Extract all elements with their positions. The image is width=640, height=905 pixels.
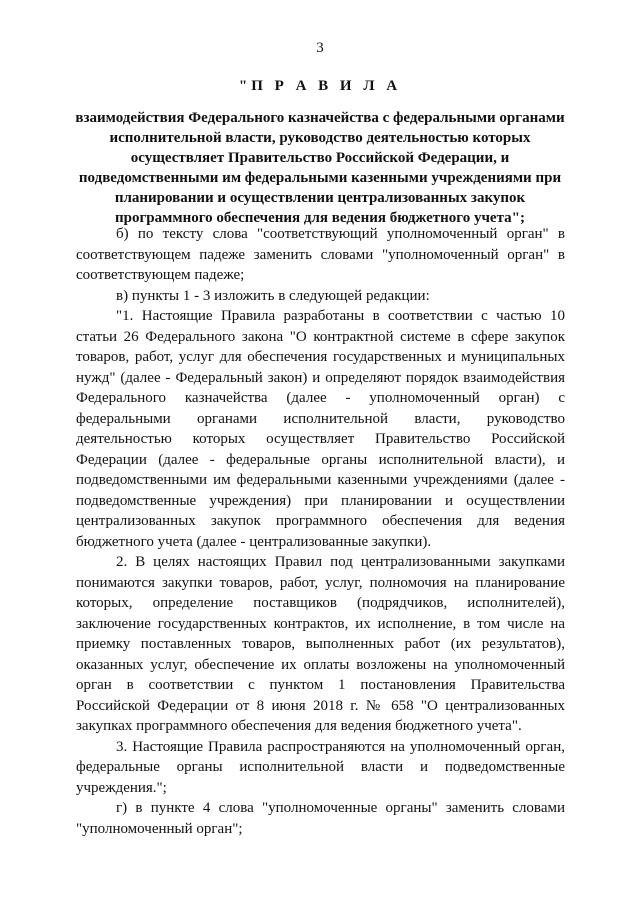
- paragraph-rule-3: 3. Настоящие Правила распространяются на уполномоченный орган, федеральные органы исполнительной власти и подведомственные учреждения.";: [76, 738, 565, 796]
- paragraph-g: г) в пункте 4 слова "уполномоченные органы" заменить словами "уполномоченный орган";: [76, 800, 565, 837]
- paragraph-rule-2: 2. В целях настоящих Правил под централизованными закупками понимаются закупки товаров, работ, услуг, полномочия на планирование которых, определение поставщиков (подрядчиков, исполнителей), заключение государственных контрактов, их исполнение, в том числе на приемку поставленных товаров, выполненных работ (их результатов), оказанных услуг, обеспечение их оплаты возложены на уполномоченный орган в соответствии с пунктом 1 постановления Правительства Российской Федерации от 8 июня 2018 г. № 658 "О централизованных закупках программного обеспечения для ведения бюджетного учета".: [76, 554, 565, 734]
- page-number: 3: [316, 40, 324, 56]
- heading-title: "П Р А В И Л А: [238, 78, 402, 94]
- rules-heading: [72, 76, 568, 228]
- heading-subtitle: взаимодействия Федерального казначейства с федеральными органами исполнительной власти, руководство деятельностью которых осуществляет Правительство Российской Федерации, и подведомственными им федеральными казенными учреждениями при планировании и осуществлении централизованных закупок программного обеспечения для ведения бюджетного учета";: [75, 110, 565, 226]
- document-body: [76, 224, 565, 839]
- paragraph-b: б) по тексту слова "соответствующий уполномоченный орган" в соответствующем падеже заменить словами "уполномоченный орган" в соответствующем падеже;: [76, 226, 565, 283]
- paragraph-rule-1: "1. Настоящие Правила разработаны в соответствии с частью 10 статьи 26 Федерального закона "О контрактной системе в сфере закупок товаров, работ, услуг для обеспечения государственных и муниципальных нужд" (далее - Федеральный закон) и определяют порядок взаимодействия Федерального казначейства (далее - уполномоченный орган) с федеральными органами исполнительной власти, руководство деятельностью которых осуществляет Правительство Российской Федерации (далее - федеральные органы исполнительной власти), и подведомственными им федеральными казенными учреждениями (далее - подведомственные учреждения) при планировании и осуществлении централизованных закупок программного обеспечения для ведения бюджетного учета (далее - централизованные закупки).: [76, 308, 565, 550]
- paragraph-v: в) пункты 1 - 3 изложить в следующей редакции:: [116, 287, 430, 304]
